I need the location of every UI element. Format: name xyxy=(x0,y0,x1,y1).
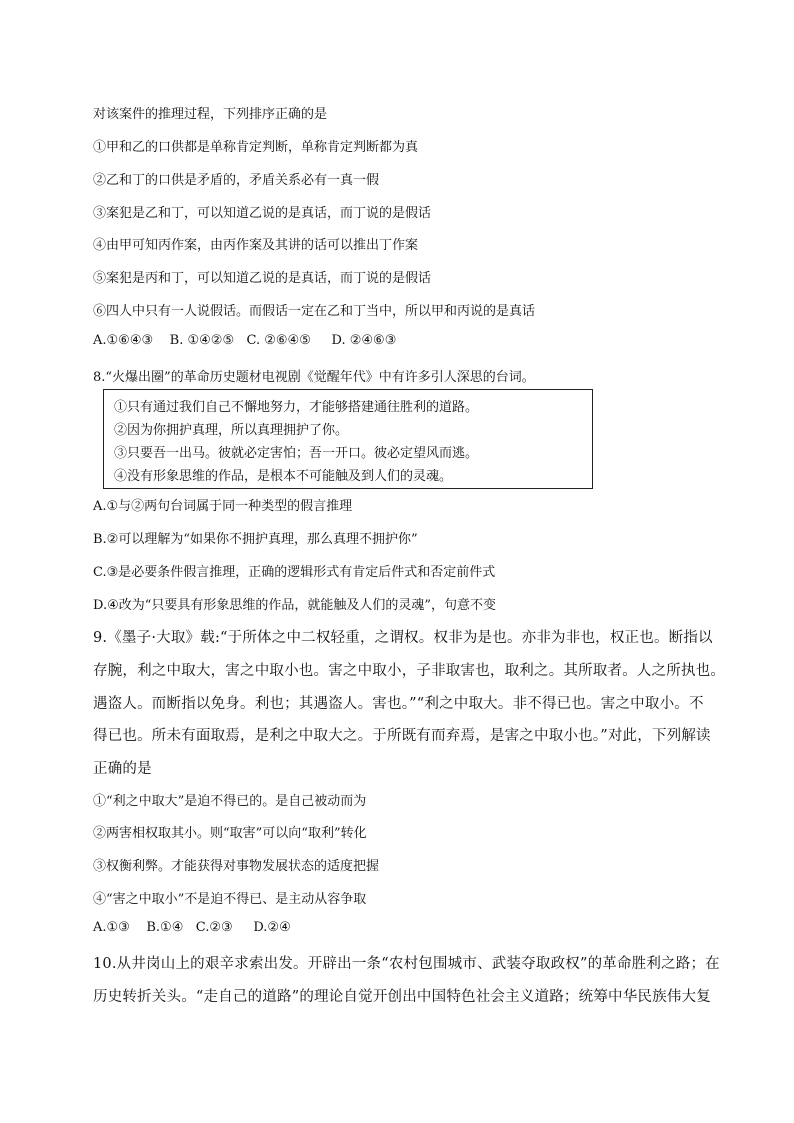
q8-quote-3: ③只要吾一出马。彼就必定害怕；吾一开口。彼必定望风而逃。 xyxy=(114,446,479,461)
q9-stem-line-4: 得已也。所未有面取焉，是利之中取大之。于所既有而弃焉，是害之中取小也。”对此，下列解读 xyxy=(93,728,711,744)
q8-quote-2: ②因为你拥护真理，所以真理拥护了你。 xyxy=(114,423,349,438)
q7-statement-1: ①甲和乙的口供都是单称肯定判断，单称肯定判断都为真 xyxy=(93,140,419,155)
q10-stem-line-2: 历史转折关头。“走自己的道路”的理论自觉开创出中国特色社会主义道路；统筹中华民族伟大复 xyxy=(93,989,711,1005)
q10-stem-line-1: 10.从井岗山上的艰辛求索出发。开辟出一条“农村包围城市、武装夺取政权”的革命胜利之路；在 xyxy=(93,956,720,972)
q9-stem-line-1: 9.《墨子·大取》载:“于所体之中二权轻重，之谓权。权非为是也。亦非为非也，权正也。断指以 xyxy=(93,630,713,646)
q7-options: A.①⑥④③ B. ①④②⑤ C. ②⑥④⑤ D. ②④⑥③ xyxy=(93,333,397,348)
q7-statement-3: ③案犯是乙和丁，可以知道乙说的是真话，而丁说的是假话 xyxy=(93,206,432,221)
q7-statement-2: ②乙和丁的口供是矛盾的，矛盾关系必有一真一假 xyxy=(93,173,380,188)
q7-statement-4: ④由甲可知丙作案，由丙作案及其讲的话可以推出丁作案 xyxy=(93,238,419,253)
q8-quote-box xyxy=(103,389,593,489)
q8-option-d: D.④改为“只要具有形象思维的作品，就能触及人们的灵魂”，句意不变 xyxy=(93,598,497,613)
q9-options: A.①③ B.①④ C.②③ D.②④ xyxy=(93,920,291,935)
q9-stem-line-2: 存腕，利之中取大，害之中取小也。害之中取小，子非取害也，取利之。其所取者。人之所执也。 xyxy=(93,663,726,679)
q8-option-b: B.②可以理解为“如果你不拥护真理，那么真理不拥护你” xyxy=(93,532,418,547)
q7-stem: 对该案件的推理过程，下列排序正确的是 xyxy=(93,107,328,122)
q7-statement-5: ⑤案犯是丙和丁，可以知道乙说的是真话，而丁说的是假话 xyxy=(93,271,432,286)
q8-option-a: A.①与②两句台词属于同一种类型的假言推理 xyxy=(93,499,353,514)
q7-statement-6: ⑥四人中只有一人说假话。而假话一定在乙和丁当中，所以甲和丙说的是真话 xyxy=(93,304,536,319)
q9-statement-2: ②两害相权取其小。则“取害”可以向“取利”转化 xyxy=(93,826,367,841)
q9-stem-line-5: 正确的是 xyxy=(93,761,152,777)
q8-quote-1: ①只有通过我们自己不懈地努力，才能够搭建通往胜利的道路。 xyxy=(114,400,479,415)
q8-option-c: C.③是必要条件假言推理，正确的逻辑形式有肯定后件式和否定前件式 xyxy=(93,565,496,580)
q9-statement-3: ③权衡利弊。才能获得对事物发展状态的适度把握 xyxy=(93,859,380,874)
q8-stem: 8.“火爆出圈”的革命历史题材电视剧《觉醒年代》中有许多引人深思的台词。 xyxy=(93,370,535,385)
q9-statement-4: ④“害之中取小”不是迫不得已、是主动从容争取 xyxy=(93,892,367,907)
q9-stem-line-3: 遇盗人。而断指以免身。利也；其遇盗人。害也。”“利之中取大。非不得已也。害之中取小。不 xyxy=(93,696,704,712)
q9-statement-1: ①“利之中取大”是迫不得已的。是自己被动而为 xyxy=(93,794,367,809)
q8-quote-4: ④没有形象思维的作品，是根本不可能触及到人们的灵魂。 xyxy=(114,469,453,484)
